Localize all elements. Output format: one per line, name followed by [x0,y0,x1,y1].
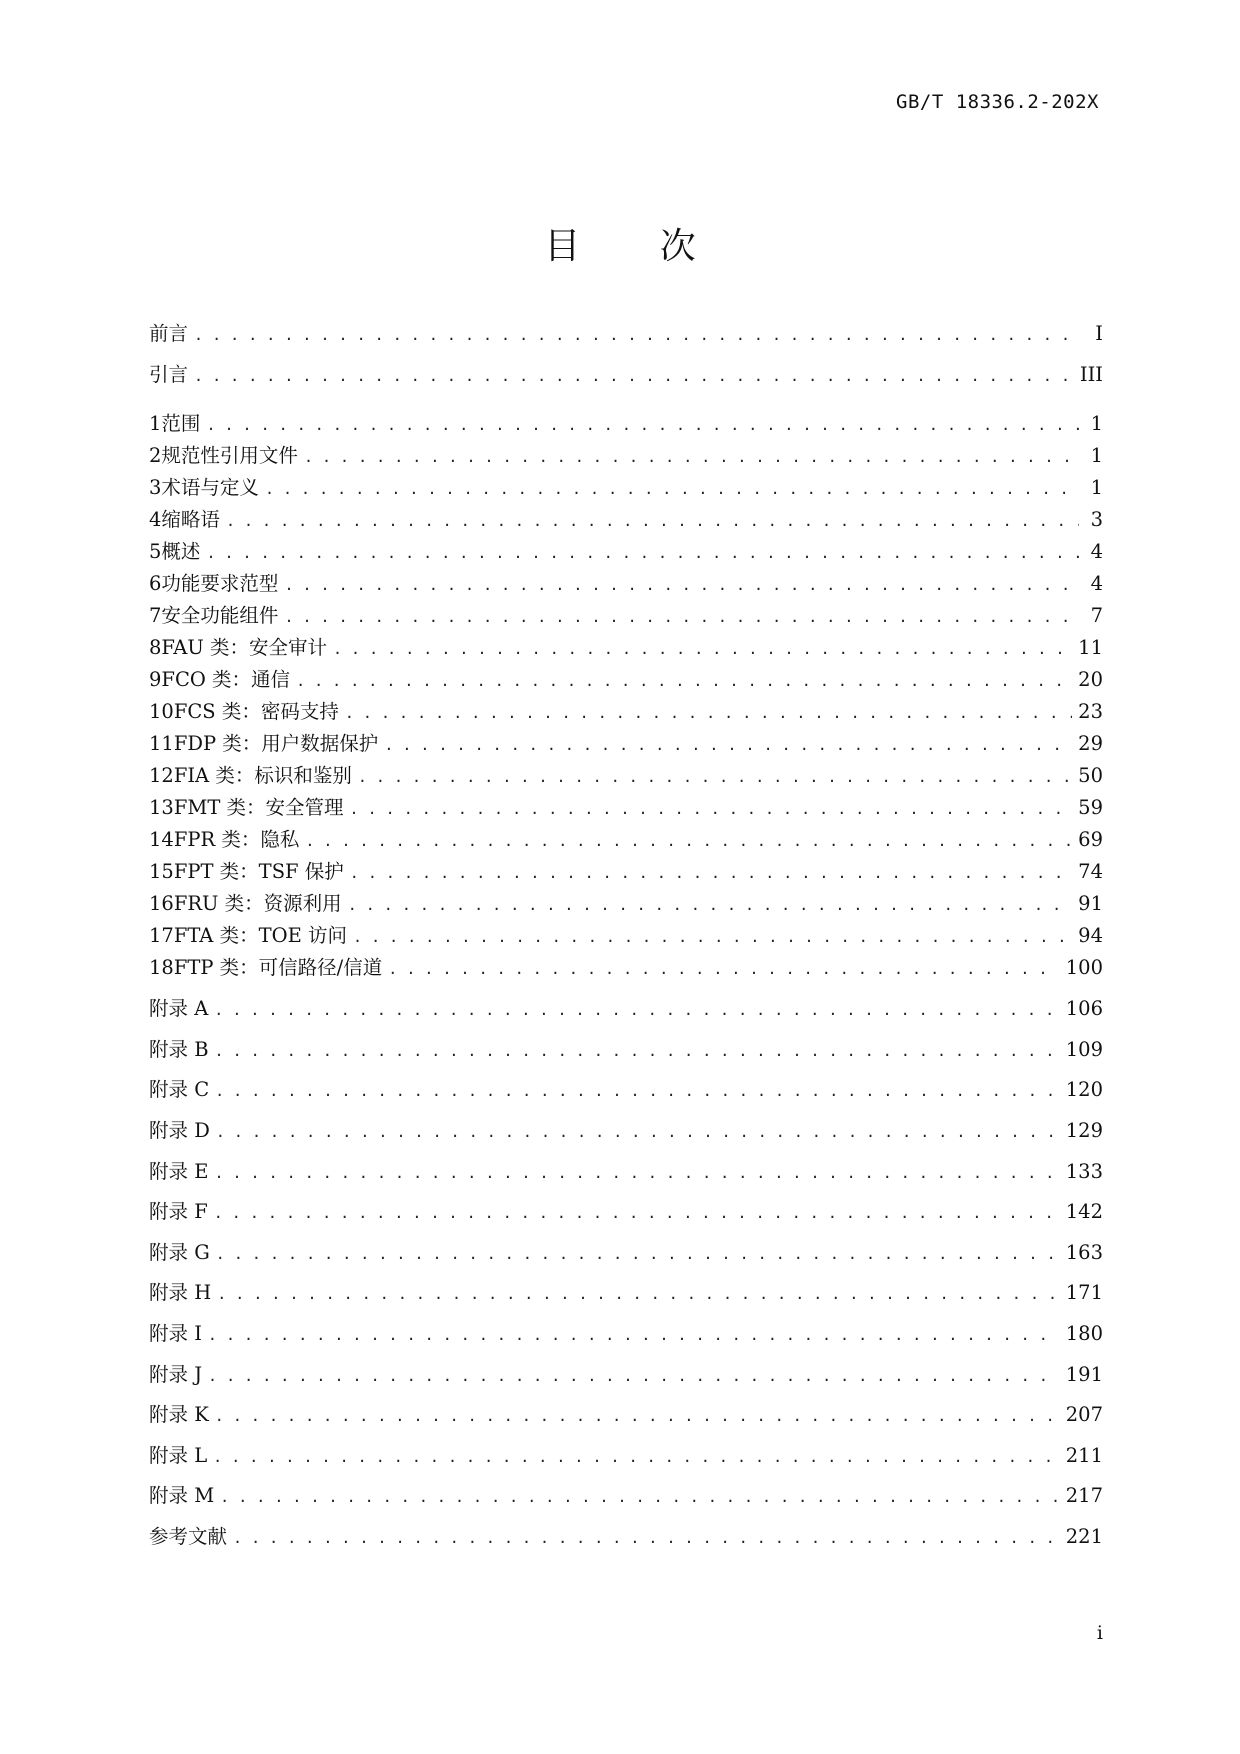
toc-entry-label: 安全功能组件 [161,604,279,628]
dot-leader [194,367,1074,385]
toc-entry[interactable] [149,1521,1103,1562]
toc-entry-page: 11 [1078,636,1103,660]
toc-entry-label: 附录 A [149,997,209,1021]
toc-entry-number: 5 [149,540,162,564]
dot-leader [350,800,1073,818]
dot-leader [305,832,1072,850]
dot-leader [333,640,1072,658]
toc-entry-label: 前言 [149,322,189,345]
toc-entry-label: 范围 [161,412,201,436]
toc-entry-page: 29 [1078,732,1103,756]
toc-entry-number: 3 [149,476,162,500]
dot-leader [233,1529,1060,1547]
dot-leader [214,1001,1059,1019]
toc-entry-label: 引言 [149,362,189,386]
toc-entry-label: 附录 E [149,1159,209,1183]
toc-entry[interactable] [149,568,1103,600]
toc-entry[interactable] [149,1277,1103,1318]
toc-entry-page: 133 [1065,1159,1103,1183]
dot-leader [208,1367,1060,1385]
toc-entry[interactable] [149,318,1103,359]
toc-entry-label: FRU 类：资源利用 [173,892,342,916]
toc-entry[interactable] [149,856,1103,888]
toc-entry[interactable] [149,1318,1103,1359]
toc-entry-number: 12 [149,764,174,788]
dot-leader [353,928,1072,946]
toc-entry[interactable] [149,696,1103,728]
toc-entry-page: 129 [1065,1118,1103,1142]
toc-entry-label: 附录 B [149,1037,209,1061]
toc-entry-page: 221 [1065,1524,1103,1548]
toc-entry-page: 142 [1065,1200,1103,1224]
toc-entry-label: 规范性引用文件 [161,444,298,468]
toc-entry-label: 附录 G [149,1240,210,1264]
toc-entry-label: 附录 K [149,1403,209,1427]
toc-entry[interactable] [149,600,1103,632]
dot-leader [284,576,1079,594]
toc-entry-label: FDP 类：用户数据保护 [173,732,379,756]
toc-entry-label: 功能要求范型 [161,572,279,596]
toc-entry-page: 109 [1065,1037,1103,1061]
toc-entry-page: 3 [1090,508,1103,532]
toc-entry-page: 120 [1065,1078,1103,1102]
toc-entry-label: FMT 类：安全管理 [173,796,344,820]
toc-entry-page: 180 [1065,1321,1103,1345]
dot-leader [226,512,1079,530]
toc-entry[interactable] [149,504,1103,536]
dot-leader [206,544,1079,562]
toc-entry-label: FCO 类：通信 [161,668,291,692]
dot-leader [214,1164,1059,1182]
toc-entry-label: 附录 I [149,1321,202,1345]
standard-code: GB/T 18336.2-202X [896,91,1099,113]
dot-leader [194,326,1079,344]
toc-entry-label: FAU 类：安全审计 [161,636,327,660]
toc-entry[interactable] [149,1156,1103,1197]
toc-entry-page: 211 [1065,1443,1103,1467]
toc-entry-page: 20 [1078,668,1103,692]
toc-entry-label: FTA 类：TOE 访问 [173,924,348,948]
toc-entry-page: 191 [1065,1362,1103,1386]
dot-leader [217,1285,1060,1303]
dot-leader [213,1448,1060,1466]
toc-entry[interactable] [149,1034,1103,1075]
toc-entry-page: 91 [1078,892,1103,916]
toc-entry-page: 1 [1090,412,1103,436]
toc-entry-page: 207 [1065,1403,1103,1427]
dot-leader [304,448,1079,466]
toc-entry[interactable] [149,1440,1103,1481]
dot-leader [215,1407,1060,1425]
toc-entry-label: 附录 C [149,1078,210,1102]
dot-leader [296,672,1072,690]
toc-entry-label: 附录 L [149,1443,208,1467]
dot-leader [265,480,1079,498]
toc-entry-label: 附录 J [149,1362,203,1386]
dot-leader [348,896,1072,914]
toc-entry-page: 4 [1090,572,1103,596]
toc-entry[interactable] [149,536,1103,568]
toc-entry-number: 16 [149,892,174,916]
toc-entry[interactable] [149,993,1103,1034]
toc-entry[interactable] [149,920,1103,952]
toc-entry-number: 8 [149,636,162,660]
toc-entry[interactable] [149,1399,1103,1440]
toc-entry-page: 217 [1065,1484,1103,1508]
toc-entry-page: 23 [1078,700,1103,724]
toc-entry[interactable] [149,952,1103,984]
dot-leader [350,864,1072,882]
toc-entry-page: 4 [1090,540,1103,564]
dot-leader [216,1245,1060,1263]
toc-entry-number: 6 [149,572,162,596]
toc-entry[interactable] [149,1480,1103,1521]
toc-entry-number: 17 [149,924,174,948]
toc-entry[interactable] [149,1237,1103,1278]
toc-entry-number: 9 [149,668,162,692]
toc-entry-label: FCS 类：密码支持 [173,700,339,724]
toc-entry-label: 概述 [161,540,201,564]
dot-leader [220,1488,1060,1506]
toc-entry-label: 附录 F [149,1200,208,1224]
toc-entry-label: FPT 类：TSF 保护 [173,860,344,884]
toc-entry[interactable] [149,1359,1103,1400]
toc-entry-page: 1 [1090,444,1103,468]
toc-entry[interactable] [149,888,1103,920]
toc-entry-number: 18 [149,956,174,980]
toc-entry-label: 术语与定义 [161,476,259,500]
toc-entry-page: 171 [1065,1281,1103,1305]
dot-leader [345,704,1072,722]
toc-entry-number: 2 [149,444,162,468]
toc-entry[interactable] [149,824,1103,856]
toc-entry[interactable] [149,1074,1103,1115]
toc-entry-number: 10 [149,700,174,724]
toc-entry-number: 11 [149,732,174,756]
toc-entry-label: FIA 类：标识和鉴别 [173,764,352,788]
toc-entry-page: 69 [1078,828,1103,852]
toc-entry[interactable] [149,664,1103,696]
toc-entry-number: 14 [149,828,174,852]
dot-leader [384,736,1072,754]
toc-entry-number: 15 [149,860,174,884]
toc-entry-label: FPR 类：隐私 [173,828,300,852]
page-number: i [1096,1622,1103,1644]
toc-entry[interactable] [149,472,1103,504]
toc-entry-page: 1 [1090,476,1103,500]
toc-entry[interactable] [149,792,1103,824]
toc-entry-label: 参考文献 [149,1524,228,1548]
page-title: 目 次 [544,226,730,267]
dot-leader [388,960,1060,978]
toc-entry-page: 100 [1065,956,1103,980]
toc-entry-label: FTP 类：可信路径/信道 [173,956,383,980]
toc-entry-page: 94 [1078,924,1103,948]
dot-leader [206,416,1079,434]
toc-entry-label: 缩略语 [161,508,220,532]
toc-entry-page: 163 [1065,1240,1103,1264]
dot-leader [216,1123,1060,1141]
toc-entry[interactable] [149,359,1103,400]
toc-entry-page: 59 [1078,796,1103,820]
toc-entry-number: 7 [149,604,162,628]
toc-entry-page: 50 [1078,764,1103,788]
toc-entry-label: 附录 D [149,1118,210,1142]
toc-entry-label: 附录 M [149,1484,215,1508]
dot-leader [208,1326,1060,1344]
dot-leader [358,768,1072,786]
toc-entry[interactable] [149,1115,1103,1156]
dot-leader [284,608,1079,626]
toc-entry-number: 4 [149,508,162,532]
toc-entry[interactable] [149,632,1103,664]
toc-entry[interactable] [149,760,1103,792]
toc-entry[interactable] [149,440,1103,472]
toc-entry-page: 74 [1078,860,1103,884]
toc-entry-page: 106 [1065,997,1103,1021]
table-of-contents [149,318,1103,1562]
toc-entry[interactable] [149,408,1103,440]
dot-leader [214,1204,1060,1222]
toc-entry[interactable] [149,1196,1103,1237]
toc-entry-label: 附录 H [149,1281,212,1305]
toc-entry-page: I [1095,322,1103,345]
dot-leader [215,1082,1060,1100]
toc-entry-page: III [1079,362,1103,386]
toc-entry-page: 7 [1090,604,1103,628]
toc-entry-number: 1 [149,412,162,436]
toc-entry[interactable] [149,728,1103,760]
dot-leader [215,1042,1060,1060]
toc-entry-number: 13 [149,796,174,820]
